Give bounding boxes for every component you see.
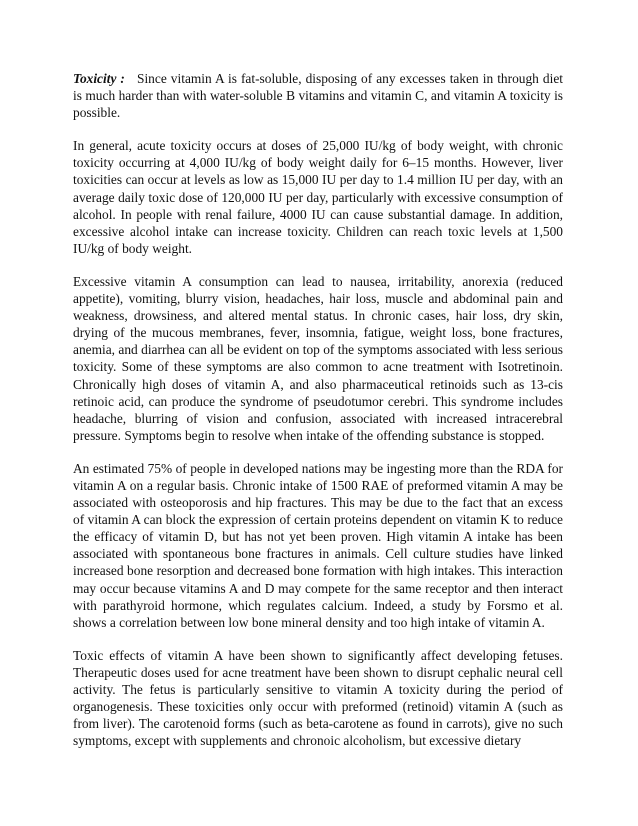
paragraph-acute-toxicity: In general, acute toxicity occurs at doses of 25,000 IU/kg of body weight, with chronic toxicity occurring at 4,000 IU/kg of body weight daily for 6–15 months. However, liver toxicities can occur at levels as low as 15,000 IU per day to 1.4 million IU per day, with an average daily toxic dose of 120,000 IU per day, particularly with excessive consumption of alcohol. In people with renal failure, 4000 IU can cause substantial damage. In addition, excessive alcohol intake can increase toxicity. Children can reach toxic levels at 1,500 IU/kg of body weight. [73, 138, 563, 256]
intro-text: Since vitamin A is fat-soluble, disposing of any excesses taken in through diet is much harder than with water-soluble B vitamins and vitamin C, and vitamin A toxicity is possible. [73, 71, 563, 121]
paragraph-fetal-effects: Toxic effects of vitamin A have been shown to significantly affect developing fetuses. Therapeutic doses used for acne treatment have been shown to disrupt cephalic neural cell activity. The fetus is particularly sensitive to vitamin A toxicity during the period of organogenesis. These toxicities only occur with preformed (retinoid) vitamin A (such as from liver). The carotenoid forms (such as beta-carotene as found in carrots), give no such symptoms, except with supplements and chronoic alcoholism, but excessive dietary [73, 647, 563, 749]
paragraph-intro [73, 70, 563, 121]
paragraph-symptoms: Excessive vitamin A consumption can lead to nausea, irritability, anorexia (reduced appetite), vomiting, blurry vision, headaches, hair loss, muscle and abdominal pain and weakness, drowsiness, and altered mental status. In chronic cases, hair loss, dry skin, drying of the mucous membranes, fever, insomnia, fatigue, weight loss, bone fractures, anemia, and diarrhea can all be evident on top of the symptoms associated with less serious toxicity. Some of these symptoms are also common to acne treatment with Isotretinoin. Chronically high doses of vitamin A, and also pharmaceutical retinoids such as 13-cis retinoic acid, can produce the syndrome of pseudotumor cerebri. This syndrome includes headache, blurring of vision and confusion, associated with increased intracerebral pressure. Symptoms begin to resolve when intake of the offending substance is stopped. [73, 273, 563, 443]
paragraph-bone-effects: An estimated 75% of people in developed nations may be ingesting more than the RDA for vitamin A on a regular basis. Chronic intake of 1500 RAE of preformed vitamin A may be associated with osteoporosis and hip fractures. This may be due to the fact that an excess of vitamin A can block the expression of certain proteins dependent on vitamin K to reduce the efficacy of vitamin D, but has not yet been proven. High vitamin A intake has been associated with spontaneous bone fractures in animals. Cell culture studies have linked increased bone resorption and decreased bone formation with high intakes. This interaction may occur because vitamins A and D may compete for the same receptor and then interact with parathyroid hormone, which regulates calcium. Indeed, a study by Forsmo et al. shows a correlation between low bone mineral density and too high intake of vitamin A. [73, 460, 563, 630]
toxicity-heading: Toxicity : [73, 71, 125, 86]
document-page [73, 70, 563, 765]
